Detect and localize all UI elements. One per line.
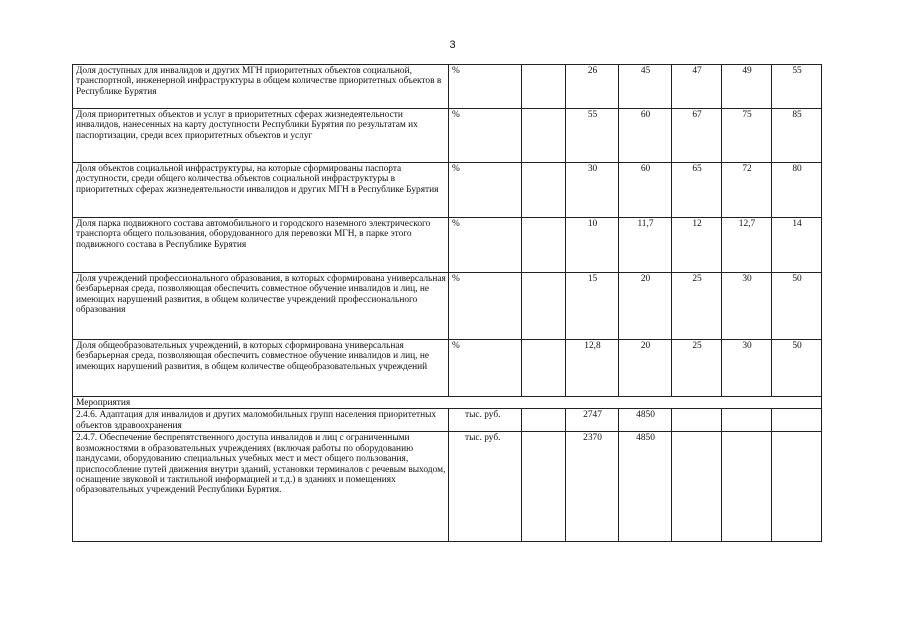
indicator-name: Доля доступных для инвалидов и других МГН приоритетных объектов социальной, транспортной, инженерной инфраструктуры в общем количестве приоритетных объектов в Республике Бурятия [73,65,449,109]
value-cell [772,409,822,432]
value-cell [522,65,566,109]
value-cell: 30 [722,340,772,397]
value-cell: 30 [566,163,619,218]
value-cell [522,109,566,163]
value-cell: 85 [772,109,822,163]
value-cell: 30 [722,273,772,340]
value-cell [522,163,566,218]
indicator-name: Доля объектов социальной инфраструктуры, на которые сформированы паспорта доступности, среди общего количества объектов социальной инфраструктуры в приоритетных сферах жизнедеятельности инвалидов и других МГН в Республике Бурятия [73,163,449,218]
measure-unit: тыс. руб. [449,432,522,542]
value-cell: 72 [722,163,772,218]
indicators-table [72,64,822,542]
value-cell [772,432,822,542]
value-cell [522,340,566,397]
value-cell: 55 [772,65,822,109]
value-cell: 20 [619,340,672,397]
value-cell: 60 [619,109,672,163]
value-cell: 2747 [566,409,619,432]
section-header-row [73,397,822,409]
value-cell: 26 [566,65,619,109]
value-cell [522,432,566,542]
indicator-unit: % [449,218,522,273]
value-cell: 25 [672,340,722,397]
measure-name: 2.4.7. Обеспечение беспрепятственного доступа инвалидов и лиц с ограниченными возможностями в образовательных учреждениях (включая работы по оборудованию пандусами, оборудованию специальных учебных мест и мест общего пользования, приспособление путей движения внутри зданий, установки терминалов с речевым выходом, оснащение звуковой и тактильной информацией и т.д.) в зданиях и помещениях образовательных учреждений Республики Бурятия. [73,432,449,542]
value-cell [522,409,566,432]
value-cell: 20 [619,273,672,340]
indicator-name: Доля приоритетных объектов и услуг в приоритетных сферах жизнедеятельности инвалидов, нанесенных на карту доступности Республики Бурятия по результатам их паспортизации, среди всех приоритетных объектов и услуг [73,109,449,163]
table-row [73,65,822,109]
value-cell: 60 [619,163,672,218]
indicator-unit: % [449,340,522,397]
value-cell: 75 [722,109,772,163]
indicator-name: Доля парка подвижного состава автомобильного и городского наземного электрического транспорта общего пользования, оборудованного для перевозки МГН, в парке этого подвижного состава в Республике Бурятия [73,218,449,273]
value-cell: 4850 [619,409,672,432]
value-cell: 12,7 [722,218,772,273]
indicator-unit: % [449,109,522,163]
table-row [73,163,822,218]
table-row [73,109,822,163]
value-cell: 67 [672,109,722,163]
value-cell [672,432,722,542]
value-cell: 2370 [566,432,619,542]
value-cell [722,409,772,432]
value-cell: 80 [772,163,822,218]
value-cell: 45 [619,65,672,109]
value-cell: 65 [672,163,722,218]
value-cell: 12,8 [566,340,619,397]
value-cell [672,409,722,432]
indicator-unit: % [449,273,522,340]
value-cell: 14 [772,218,822,273]
value-cell: 12 [672,218,722,273]
measure-unit: тыс. руб. [449,409,522,432]
indicator-name: Доля учреждений профессионального образования, в которых сформирована универсальная безбарьерная среда, позволяющая обеспечить совместное обучение инвалидов и лиц, не имеющих нарушений развития, в общем количестве учреждений профессионального образования [73,273,449,340]
value-cell: 25 [672,273,722,340]
value-cell: 11,7 [619,218,672,273]
value-cell: 49 [722,65,772,109]
value-cell: 47 [672,65,722,109]
measure-name: 2.4.6. Адаптация для инвалидов и других маломобильных групп населения приоритетных объектов здравоохранения [73,409,449,432]
indicator-unit: % [449,163,522,218]
value-cell: 50 [772,273,822,340]
table-row [73,273,822,340]
table-row [73,432,822,542]
value-cell [522,218,566,273]
table-row [73,409,822,432]
indicator-unit: % [449,65,522,109]
value-cell [722,432,772,542]
value-cell: 10 [566,218,619,273]
value-cell [522,273,566,340]
table-row [73,340,822,397]
value-cell: 4850 [619,432,672,542]
table-row [73,218,822,273]
page-number: 3 [449,39,456,51]
value-cell: 50 [772,340,822,397]
indicator-name: Доля общеобразовательных учреждений, в которых сформирована универсальная безбарьерная среда, позволяющая обеспечить совместное обучение инвалидов и лиц, не имеющих нарушений развития, в общем количестве общеобразовательных учреждений [73,340,449,397]
section-header: Мероприятия [73,397,822,409]
value-cell: 15 [566,273,619,340]
value-cell: 55 [566,109,619,163]
